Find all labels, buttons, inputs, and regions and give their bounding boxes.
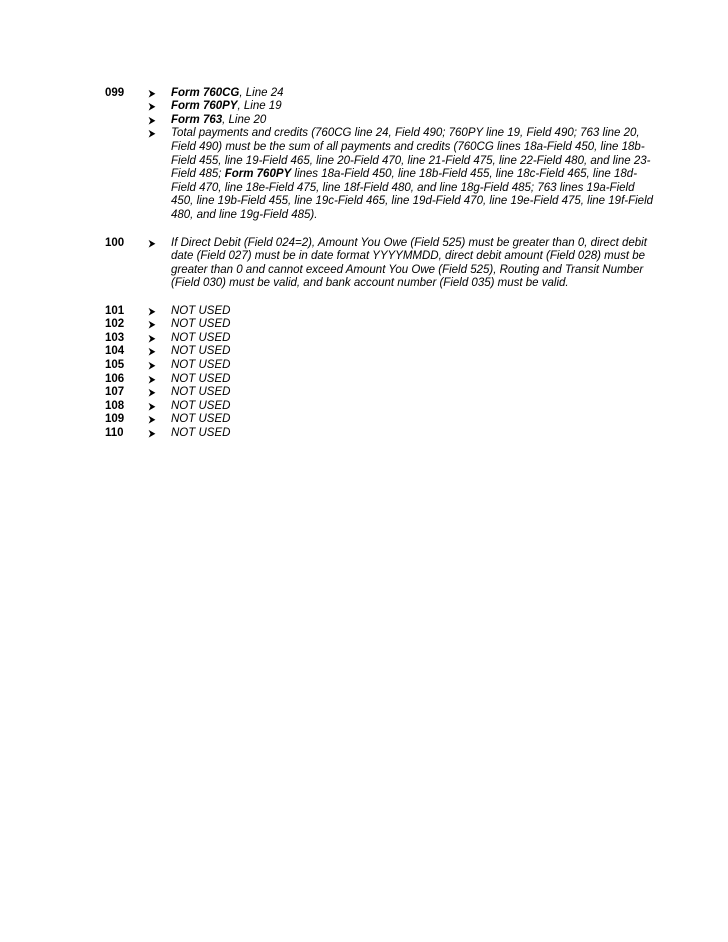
arrow-bullet-icon (147, 345, 157, 359)
text-run: , Line 19 (237, 100, 282, 113)
bullet-text (171, 127, 640, 141)
text-run: lines 18a-Field 450, line 18b-Field 455, line 18c-Field 465, line 18d- (291, 168, 638, 181)
form-name: Form 760PY (224, 168, 292, 181)
text-run: date (Field 027) must be in date format YYYYMMDD, direct debit amount (Field 028) must be (171, 250, 646, 263)
error-code: 103 (105, 331, 125, 344)
arrow-bullet-icon (147, 100, 157, 114)
arrow-bullet-icon (147, 359, 157, 373)
arrow-bullet-icon (147, 386, 157, 400)
not-used-label: NOT USED (171, 331, 231, 344)
error-code: 107 (105, 386, 125, 399)
error-code: 099 (105, 86, 125, 99)
text-run: 450, line 19b-Field 455, line 19c-Field 465, line 19d-Field 470, line 19e-Field 475, line 19f-Field (171, 195, 654, 208)
arrow-bullet-icon (147, 305, 157, 319)
bullet-text (171, 195, 653, 209)
arrow-bullet-icon (147, 87, 157, 101)
error-code: 106 (105, 372, 125, 385)
text-run: , Line 24 (239, 86, 284, 99)
not-used-label: NOT USED (171, 358, 231, 371)
error-code: 110 (105, 426, 124, 439)
error-code: 101 (105, 304, 125, 317)
text-run: 480, and line 19g-Field 485). (171, 208, 318, 221)
error-code: 105 (105, 358, 125, 371)
not-used-label: NOT USED (171, 426, 231, 439)
arrow-bullet-icon (147, 400, 157, 414)
form-name: Form 760PY (171, 100, 238, 113)
bullet-text (171, 237, 647, 251)
text-run: greater than 0 and cannot exceed Amount You Owe (Field 525), Routing and Transit Number (171, 263, 644, 276)
error-code: 108 (105, 399, 125, 412)
bullet-text (171, 250, 645, 264)
not-used-label: NOT USED (171, 304, 231, 317)
not-used-label: NOT USED (171, 345, 231, 358)
form-name: Form 760CG (171, 86, 240, 99)
arrow-bullet-icon (147, 127, 157, 141)
error-code: 104 (105, 345, 125, 358)
text-run: Field 490) must be the sum of all payments and credits (760CG lines 18a-Field 450, line 18b- (171, 140, 645, 153)
arrow-bullet-icon (147, 373, 157, 387)
bullet-text (171, 100, 282, 114)
text-run: Field 455, line 19-Field 465, line 20-Field 470, line 21-Field 475, line 22-Field 480, and line 23- (171, 154, 651, 167)
bullet-text (171, 87, 284, 101)
bullet-text (171, 155, 650, 169)
text-run: Total payments and credits (760CG line 24, Field 490; 760PY line 19, Field 490; 763 line 20, (171, 127, 640, 140)
arrow-bullet-icon (147, 413, 157, 427)
bullet-text (171, 277, 569, 291)
arrow-bullet-icon (147, 114, 157, 128)
not-used-label: NOT USED (171, 413, 231, 426)
bullet-text (171, 141, 645, 155)
arrow-bullet-icon (147, 427, 157, 441)
bullet-text (171, 209, 317, 223)
bullet-text (171, 114, 266, 128)
not-used-label: NOT USED (171, 318, 231, 331)
text-run: , Line 20 (222, 113, 267, 126)
error-code: 100 (105, 236, 125, 249)
arrow-bullet-icon (147, 237, 157, 251)
text-run: Field 485; (171, 168, 225, 181)
error-code: 109 (105, 413, 125, 426)
error-code: 102 (105, 318, 125, 331)
text-run: Field 470, line 18e-Field 475, line 18f-Field 480, and line 18g-Field 485; 763 lines 19a-Field (171, 181, 635, 194)
bullet-text (171, 168, 637, 182)
text-run: If Direct Debit (Field 024=2), Amount You Owe (Field 525) must be greater than 0, direct debit (171, 236, 647, 249)
text-run: (Field 030) must be valid, and bank account number (Field 035) must be valid. (171, 277, 569, 290)
bullet-text (171, 182, 635, 196)
not-used-label: NOT USED (171, 399, 231, 412)
arrow-bullet-icon (147, 318, 157, 332)
not-used-label: NOT USED (171, 372, 231, 385)
bullet-text (171, 264, 643, 278)
arrow-bullet-icon (147, 332, 157, 346)
not-used-label: NOT USED (171, 386, 231, 399)
form-name: Form 763 (171, 113, 223, 126)
